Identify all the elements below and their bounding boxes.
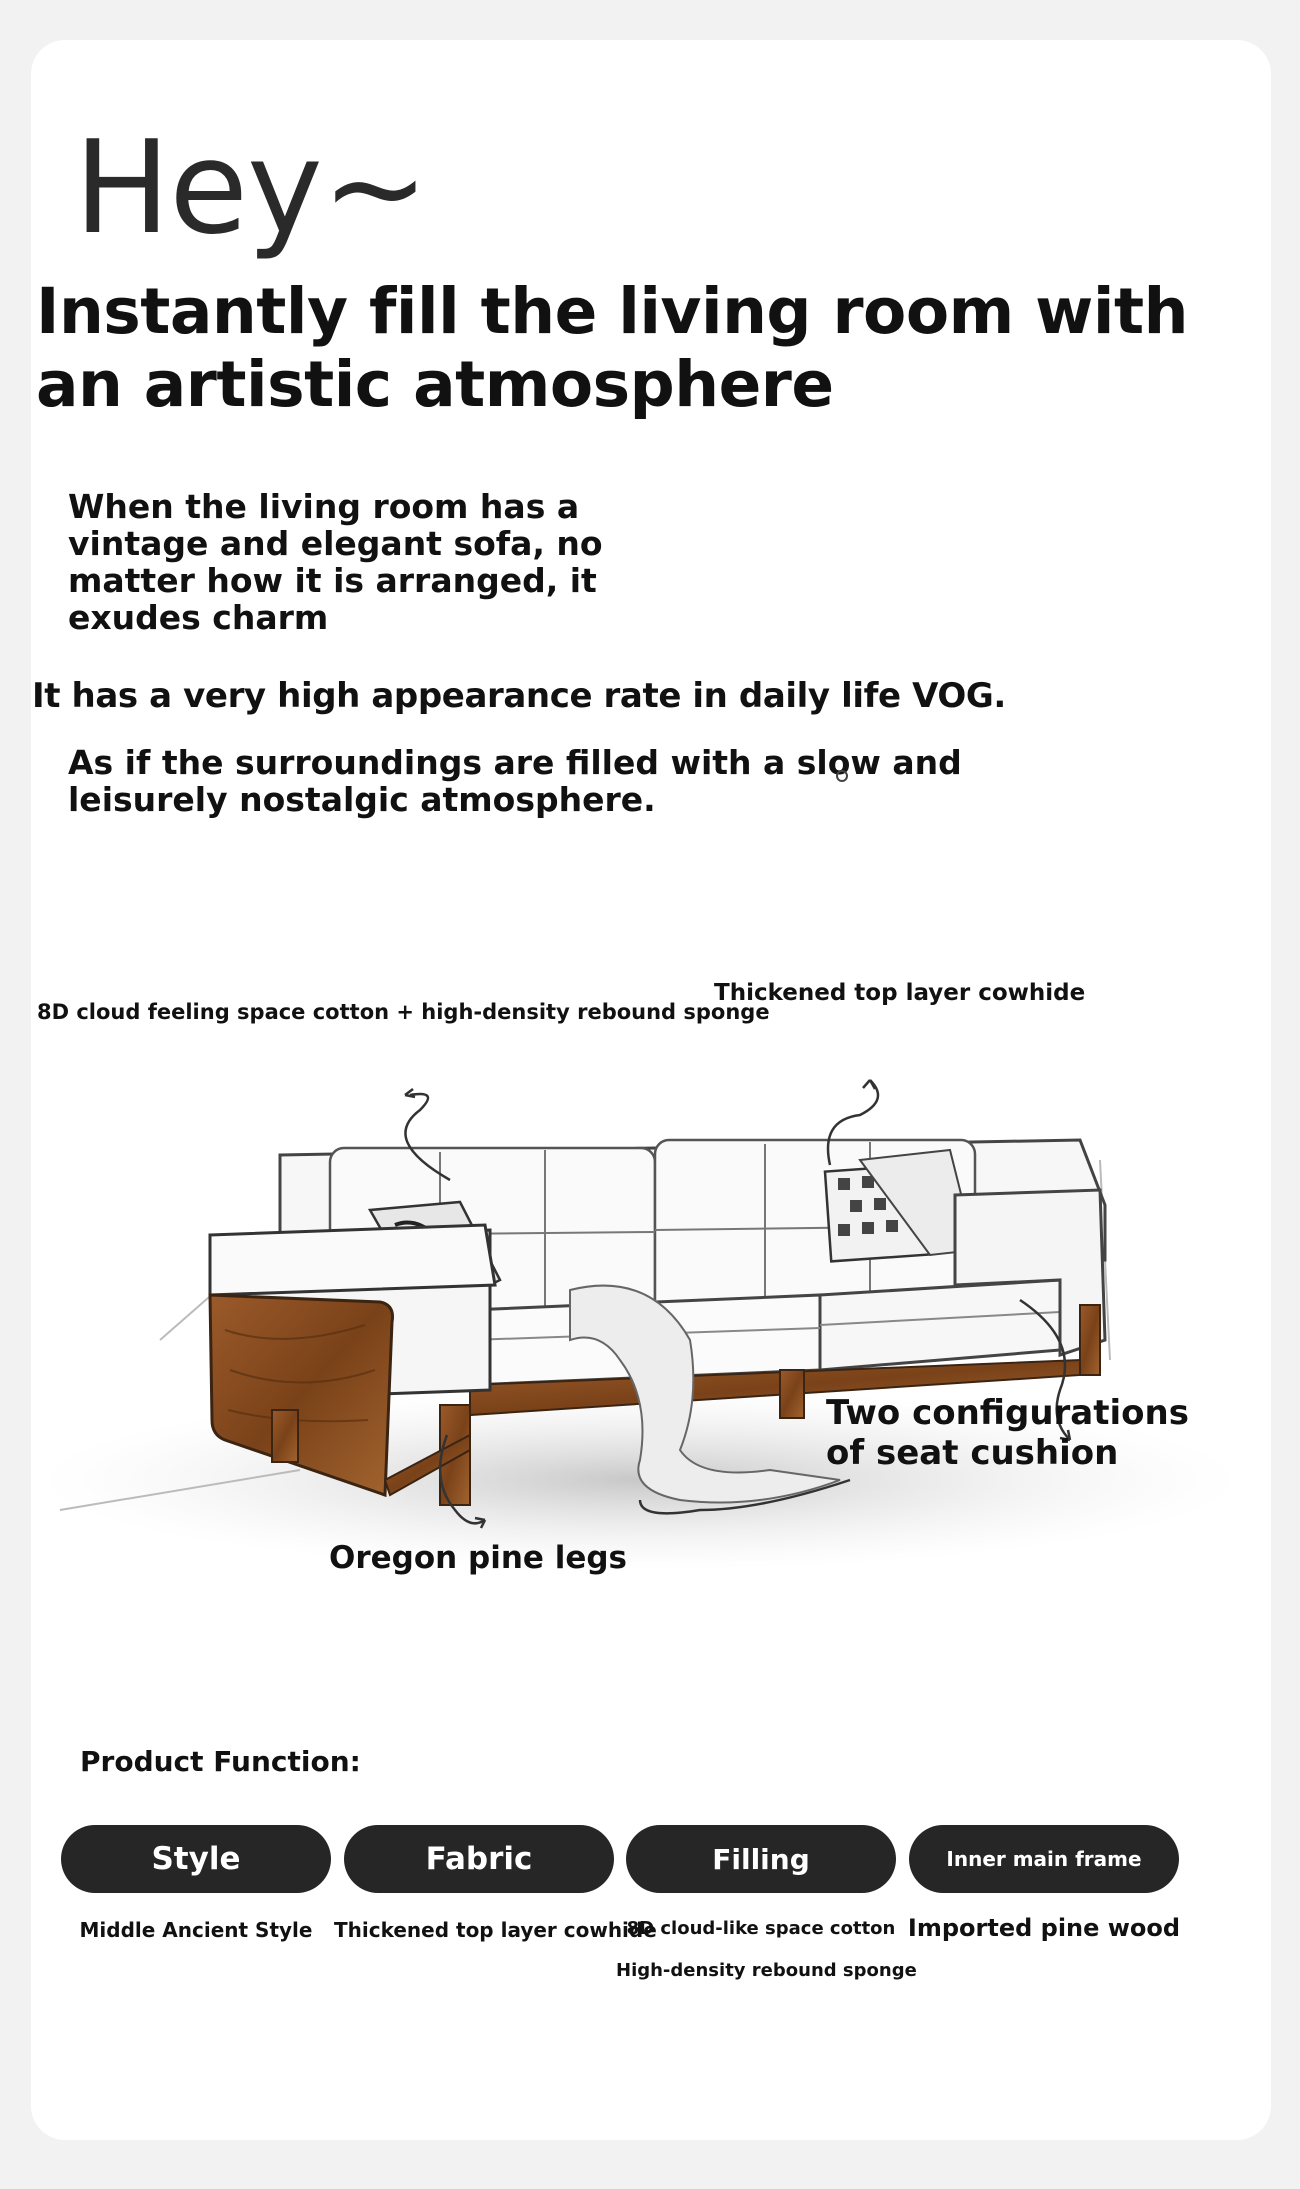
small-circle-icon (836, 770, 848, 782)
filling-value: 8D cloud-like space cotton (626, 1918, 896, 1939)
sofa-illustration (0, 1040, 1300, 1600)
style-value: Middle Ancient Style (79, 1918, 313, 1942)
frame-value: Imported pine wood (907, 1914, 1181, 1942)
style-pill: Style (61, 1825, 331, 1893)
cowhide-annotation: Thickened top layer cowhide (714, 980, 1086, 1006)
filling-pill: Filling (626, 1825, 896, 1893)
atmosphere-paragraph: As if the surroundings are filled with a slow and leisurely nostalgic atmosphere. (68, 743, 962, 819)
frame-pill: Inner main frame (909, 1825, 1179, 1893)
product-function-title: Product Function: (80, 1745, 361, 1778)
greeting: Hey~ (74, 114, 428, 263)
appearance-paragraph: It has a very high appearance rate in daily life VOG. (32, 676, 1006, 716)
intro-paragraph: When the living room has a vintage and elegant sofa, no matter how it is arranged, it exudes charm (68, 487, 603, 637)
filling-value-secondary: High-density rebound sponge (616, 1960, 917, 1981)
headline: Instantly fill the living room with an artistic atmosphere (36, 275, 1188, 421)
filling-annotation: 8D cloud feeling space cotton + high-density rebound sponge (37, 1000, 770, 1024)
legs-annotation: Oregon pine legs (329, 1540, 628, 1576)
seat-cushion-annotation: Two configurations of seat cushion (826, 1393, 1189, 1473)
fabric-pill: Fabric (344, 1825, 614, 1893)
fabric-value: Thickened top layer cowhide (334, 1918, 657, 1942)
